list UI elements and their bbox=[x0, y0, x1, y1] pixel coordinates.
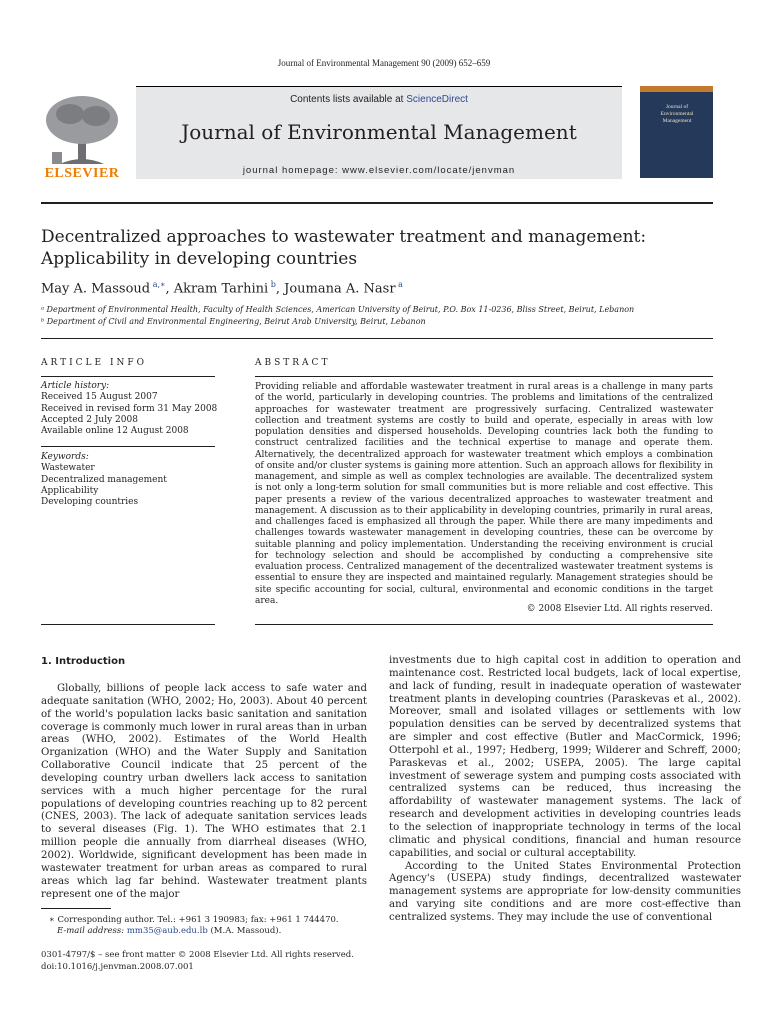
abstract-rule-top bbox=[255, 376, 713, 377]
paragraph: Globally, billions of people lack access to safe water and adequate sanitation (WHO, 2002; Ho, 2003). About 40 percent of the world's population lacks basic sanitation and sanitation coverage is commonly much lower in rural areas than in urban areas (WHO, 2002). Estimates of the World Health Organization (WHO) and the Water Supply and Sanitation Collaborative Council indicate that 25 percent of the developing country urban dwellers lack access to sanitation services with a much higher percentage for the rural populations of developing countries reaching up to 82 percent (CNES, 2003). The lack of adequate sanitation services leads to several diseases (Fig. 1). The WHO estimates that 2.1 million people die annually from diarrheal diseases (WHO, 2002). Worldwide, significant development has been made in wastewater treatment for urban areas as compared to rural areas which lag far behind. Wastewater treatment plants represent one of the major bbox=[41, 683, 367, 900]
title-line-1: Decentralized approaches to wastewater treatment and management: bbox=[41, 227, 647, 247]
author-mark[interactable]: b bbox=[270, 280, 276, 289]
keyword-item: Applicability bbox=[41, 485, 99, 496]
author-list: May A. Massoud $^{a,∗}$, Akram Tarhini $^b$, Joumana A. Nasr $^a$ bbox=[41, 280, 403, 297]
introduction-heading: 1. Introduction bbox=[41, 656, 126, 667]
history-item: Available online 12 August 2008 bbox=[41, 426, 189, 437]
article-history bbox=[41, 381, 217, 437]
email-note bbox=[57, 926, 281, 937]
cover-text-1: Journal of bbox=[665, 104, 689, 110]
introduction-left-column bbox=[41, 683, 367, 901]
abstract-heading: ABSTRACT bbox=[255, 358, 331, 368]
author-name: Akram Tarhini bbox=[173, 281, 269, 297]
issn-line: 0301-4797/$ – see front matter © 2008 Elsevier Ltd. All rights reserved. bbox=[41, 950, 354, 960]
keyword-item: Decentralized management bbox=[41, 474, 167, 485]
footnote-rule bbox=[41, 908, 111, 909]
history-item: Received in revised form 31 May 2008 bbox=[41, 403, 218, 414]
email-label: E-mail address: bbox=[57, 926, 127, 936]
cover-text-3: Management bbox=[662, 118, 692, 124]
journal-cover-thumbnail bbox=[640, 86, 713, 178]
keywords bbox=[41, 452, 167, 508]
abstract-copyright: © 2008 Elsevier Ltd. All rights reserved. bbox=[526, 604, 713, 614]
info-rule-top bbox=[41, 376, 215, 377]
article-info-heading: ARTICLE INFO bbox=[41, 358, 148, 368]
title-line-2: Applicability in developing countries bbox=[41, 249, 358, 269]
cover-text-2: Environmental bbox=[660, 111, 694, 117]
author-mark[interactable]: a bbox=[398, 280, 403, 289]
keyword-item: Developing countries bbox=[41, 497, 139, 508]
author-name: Joumana A. Nasr bbox=[284, 281, 396, 297]
abstract-rule-bottom bbox=[255, 624, 713, 625]
history-item: Received 15 August 2007 bbox=[41, 392, 158, 403]
info-rule-mid bbox=[41, 446, 215, 447]
history-label: Article history: bbox=[41, 381, 110, 391]
journal-homepage[interactable]: journal homepage: www.elsevier.com/locate/jenvman bbox=[242, 165, 516, 176]
history-item: Accepted 2 July 2008 bbox=[41, 414, 138, 425]
info-rule-bottom bbox=[41, 624, 215, 625]
paragraph: investments due to high capital cost in addition to operation and maintenance cost. Restricted local budgets, lack of local expertise, and lack of funding, result in inadequate operation of wastewater treatment plants in developing countries (Paraskevas et al., 2002). Moreover, small and isolated villages or settlements with low population densities can be served by decentralized systems that are simpler and cost effective (Butler and MacCormick, 1996; Otterpohl et al., 1997; Hedberg, 1999; Wilderer and Schreff, 2000; Paraskevas et al., 2002; USEPA, 2005). The large capital investment of sewerage system and pumping costs associated with centralized systems can be reduced, thus increasing the affordability of wastewater management systems. The lack of research and development activities in developing countries leads to the selection of inappropriate technology in terms of the local climatic and physical conditions, financial and human resource capabilities, and social or cultural acceptability. bbox=[389, 655, 741, 859]
sciencedirect-link[interactable]: ScienceDirect bbox=[406, 94, 468, 105]
section-rule bbox=[41, 338, 713, 339]
journal-title: Journal of Environmental Management bbox=[181, 120, 577, 144]
affiliation-b: ᵇ Department of Civil and Environmental Engineering, Beirut Arab University, Beirut, Lebanon bbox=[41, 317, 426, 326]
abstract-body: Providing reliable and affordable wastewater treatment in rural areas is a challenge in many parts of the world, particularly in developing countries. The problems and limitations of the centralized approaches for wastewater treatment are progressively surfacing. Centralized wastewater collection and treatment systems are costly to build and operate, especially in areas with low population densities and dispersed households. Developing countries lack both the funding to construct centralized facilities and the technical expertise to manage and operate them. Alternatively, the decentralized approach for wastewater treatment which employs a combination of onsite and/or cluster systems is gaining more attention. Such an approach allows for flexibility in management, and simple as well as complex technologies are available. The decentralized system is not only a long-term solution for small communities but is more reliable and cost effective. This paper presents a review of the various decentralized approaches to wastewater treatment and management. A discussion as to their applicability in developing countries, primarily in rural areas, and challenges faced is emphasized all through the paper. While there are many impediments and challenges towards wastewater management in developing countries, these can be overcome by suitable planning and policy implementation. Understanding the receiving environment is crucial for technology selection and should be accomplished by conducting a comprehensive site evaluation process. Centralized management of the decentralized wastewater treatment systems is essential to ensure they are inspected and maintained regularly. Management strategies should be site specific accounting for social, cultural, environmental and economic conditions in the target area. bbox=[255, 382, 713, 606]
introduction-right-column bbox=[389, 655, 741, 925]
journal-citation: Journal of Environmental Management 90 (2009) 652–659 bbox=[277, 58, 491, 68]
author-mark[interactable]: a,∗ bbox=[152, 280, 166, 289]
header-rule bbox=[41, 202, 713, 204]
paragraph: According to the United States Environmental Protection Agency's (USEPA) study findings, decentralized wastewater management systems are appropriate for low-density communities and varying site conditions and are more cost-effective than centralized systems. They may include the use of conventional bbox=[389, 860, 741, 923]
article-title bbox=[41, 226, 731, 270]
keywords-label: Keywords: bbox=[41, 452, 89, 462]
elsevier-wordmark: ELSEVIER bbox=[44, 166, 120, 181]
contents-prefix: Contents lists available at bbox=[290, 94, 407, 105]
email-suffix: (M.A. Massoud). bbox=[207, 926, 282, 936]
doi-line[interactable]: doi:10.1016/j.jenvman.2008.07.001 bbox=[41, 962, 194, 972]
author-name: May A. Massoud bbox=[41, 281, 151, 297]
email-link[interactable]: mm35@aub.edu.lb bbox=[126, 926, 208, 936]
contents-line bbox=[136, 94, 622, 105]
keyword-item: Wastewater bbox=[41, 463, 95, 474]
corresponding-author-note: ∗ Corresponding author. Tel.: +961 3 190983; fax: +961 1 744470. bbox=[49, 915, 339, 925]
affiliation-a: ᵃ Department of Environmental Health, Faculty of Health Sciences, American University of Beirut, P.O. Box 11-0236, Bliss Street, Beirut, Lebanon bbox=[41, 305, 635, 314]
